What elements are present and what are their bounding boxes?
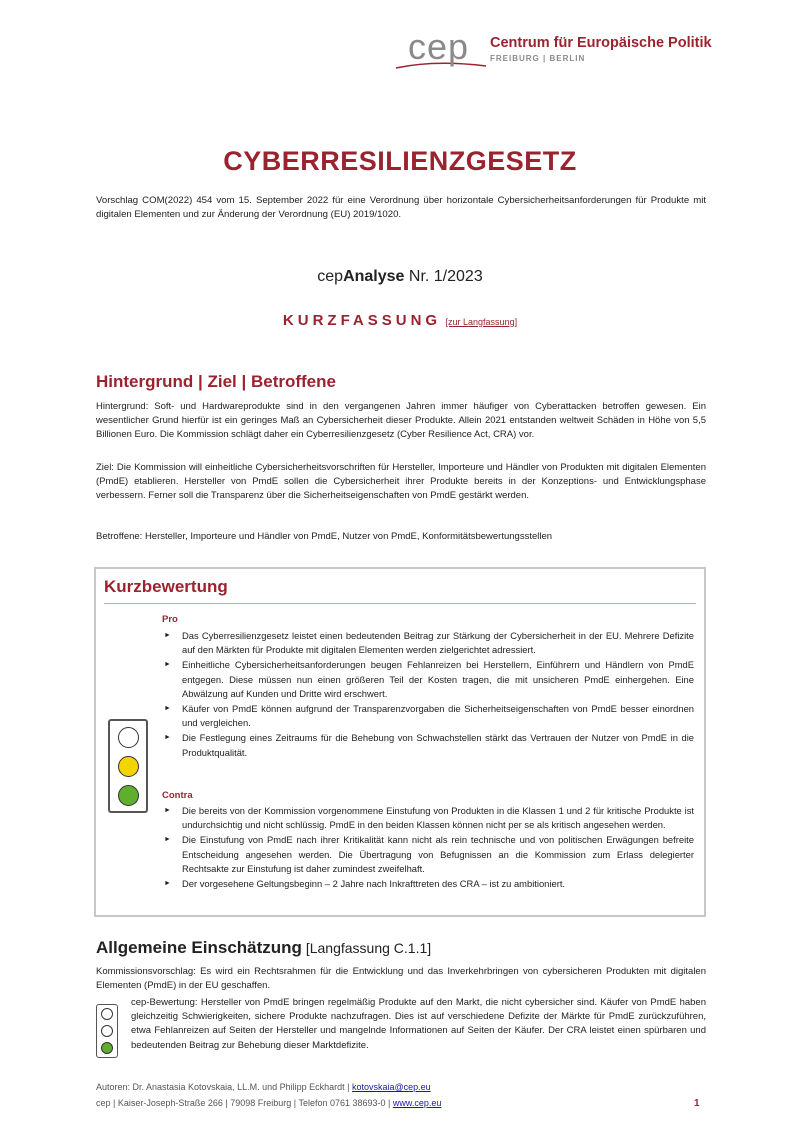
list-item: ► Die bereits von der Kommission vorgenommene Einstufung von Produkten in die Klassen 1 und 2 für kritische Produkte ist undurchsichtig und nicht schlüssig. PmdE in den beiden Klassen können nicht per se als kritisch angesehen werden.: [164, 805, 694, 831]
allgemein-heading: [96, 938, 431, 958]
traffic-light-icon: [108, 719, 148, 813]
bewertung-text: cep-Bewertung: Hersteller von PmdE bringen regelmäßig Produkte auf den Markt, die nicht cybersicher sind. Käufer von PmdE haben gleichzeitig Schwierigkeiten, sichere Produkte nachzufragen. Dies ist auf verschiedene Defizite der Märkte für PmdE zurückzuführen, etwa Fehlanreizen auf Seiten der Hersteller und mangelnde Informationen auf Seiten der Käufer. Der CRA leistet einen spürbaren und bedeutenden Beitrag zur Behebung dieser Marktdefizite.: [131, 997, 706, 1051]
small-lamp-middle: [101, 1025, 113, 1037]
traffic-light-lamp-bottom: [118, 785, 139, 806]
list-item: ► Das Cyberresilienzgesetz leistet einen bedeutenden Beitrag zur Stärkung der Cybersicherheit in der EU. Mehrere Defizite auf den Märkten für Produkte mit digitalen Elementen werden zielgerichtet adressiert.: [164, 630, 694, 656]
analyse-bold: Analyse: [343, 268, 405, 285]
langfassung-link[interactable]: [zur Langfassung]: [445, 317, 518, 327]
betroffene-text: Betroffene: Hersteller, Importeure und Händler von PmdE, Nutzer von PmdE, Konformitätsbewertungsstellen: [96, 531, 553, 542]
email-link[interactable]: kotovskaia@cep.eu: [351, 1082, 431, 1092]
small-traffic-light-icon: [96, 1004, 118, 1058]
pro-label: Pro: [162, 614, 178, 625]
small-lamp-bottom: [101, 1042, 113, 1054]
langfassung-ref: [Langfassung C.1.1]: [301, 940, 432, 956]
list-item: ► Käufer von PmdE können aufgrund der Transparenzvorgaben die Sicherheitseigenschaften von PmdE besser einordnen und vergleichen.: [164, 703, 694, 729]
website-link[interactable]: www.cep.eu: [392, 1098, 442, 1108]
kurzbewertung-divider: [104, 603, 696, 604]
traffic-light-lamp-middle: [118, 756, 139, 777]
ziel-text: Ziel: Die Kommission will einheitliche Cybersicherheitsvorschriften für Hersteller, Importeure und Händler von Produkten mit digitalen Elementen (PmdE) etablieren. Hersteller von PmdE sollen die Cybersicherheit ihrer Produkte bereits in der Konzeptions- und Entwicklungsphase verbessern. Ferner soll die Transparenz über die Sicherheitseigenschaften von PmdE gestärkt werden.: [96, 462, 706, 502]
bullet-arrow-icon: ►: [164, 807, 171, 814]
list-item: ► Einheitliche Cybersicherheitsanforderungen beugen Fehlanreizen bei Herstellern, Einführern und Händlern von PmdE entgegen. Diese müssen nun einen größeren Teil der Kosten tragen, die mit unsicheren PmdE einhergehen. Eine Abwälzung auf Kunden und Dritte wird erschwert.: [164, 659, 694, 699]
list-item: ► Die Einstufung von PmdE nach ihrer Kritikalität kann nicht als rein technische und von politischen Erwägungen befreite Entscheidung angesehen werden. Die Übertragung von Befugnissen an die Kommission zum Erlass delegierter Rechtsakte zur Einstufung ist daher zumindest zweifelhaft.: [164, 834, 694, 874]
org-name: Centrum für Europäische Politik: [490, 35, 712, 51]
bullet-arrow-icon: ►: [164, 880, 171, 888]
bullet-arrow-icon: ►: [164, 632, 171, 639]
analyse-prefix: cep: [317, 268, 344, 285]
document-title: CYBERRESILIENZGESETZ: [223, 146, 577, 176]
bullet-arrow-icon: ►: [164, 661, 171, 669]
bullet-arrow-icon: ►: [164, 705, 171, 713]
cep-logo: [394, 26, 714, 76]
hintergrund-text: Hintergrund: Soft- und Hardwareprodukte sind in den vergangenen Jahren immer häufiger von Cyberattacken betroffen gewesen. Ein wesentlicher Grund hierfür ist ein geringes Maß an Cybersicherheit dieser Produkte. Allein 2021 entstanden weltweit Schäden in Höhe von 5,5 Billionen Euro. Die Kommission schlägt daher ein Cyberresilienzgesetz (Cyber Resilience Act, CRA) vor.: [96, 401, 706, 441]
kurzbewertung-heading: Kurzbewertung: [104, 577, 228, 596]
small-lamp-top: [101, 1008, 113, 1020]
list-item: ► Die Festlegung eines Zeitraums für die Behebung von Schwachstellen stärkt das Vertrauen der Nutzer von PmdE in die Produktqualität.: [164, 732, 694, 758]
org-locations: FREIBURG | BERLIN: [490, 54, 586, 63]
traffic-light-lamp-top: [118, 727, 139, 748]
list-item: ► Der vorgesehene Geltungsbeginn – 2 Jahre nach Inkrafttreten des CRA – ist zu ambitioniert.: [162, 877, 694, 891]
allgemein-heading-text: Allgemeine Einschätzung: [96, 938, 302, 957]
kurzbewertung-box: [94, 567, 706, 917]
pro-list: [162, 629, 694, 761]
background-heading: Hintergrund | Ziel | Betroffene: [96, 372, 336, 391]
footer-authors: Autoren: Dr. Anastasia Kotovskaia, LL.M. und Philipp Eckhardt | kotovskaia@cep.eu: [96, 1082, 431, 1092]
kurzfassung-header: [0, 312, 800, 330]
bullet-arrow-icon: ►: [164, 836, 171, 844]
analyse-nr: Nr. 1/2023: [404, 268, 483, 285]
kurzfassung-label: KURZFASSUNG: [282, 312, 442, 329]
bullet-arrow-icon: ►: [164, 734, 171, 742]
document-subtitle: Vorschlag COM(2022) 454 vom 15. September 2022 für eine Verordnung über horizontale Cybersicherheitsanforderungen für Produkte mit digitalen Elementen und zur Änderung der Verordnung (EU) 2019/1020.: [96, 195, 706, 220]
contra-label: Contra: [162, 790, 193, 801]
footer-address: cep | Kaiser-Joseph-Straße 266 | 79098 Freiburg | Telefon 0761 38693-0 | www.cep.eu: [96, 1098, 442, 1108]
analyse-number: [0, 268, 800, 286]
page-number: 1: [694, 1098, 700, 1109]
kommission-text: Kommissionsvorschlag: Es wird ein Rechtsrahmen für die Entwicklung und das Inverkehrbringen von cybersicheren Produkten mit digitalen Elementen (PmdE) in der EU geschaffen.: [96, 966, 706, 992]
contra-list: [162, 804, 694, 892]
logo-text: cep: [408, 26, 470, 67]
